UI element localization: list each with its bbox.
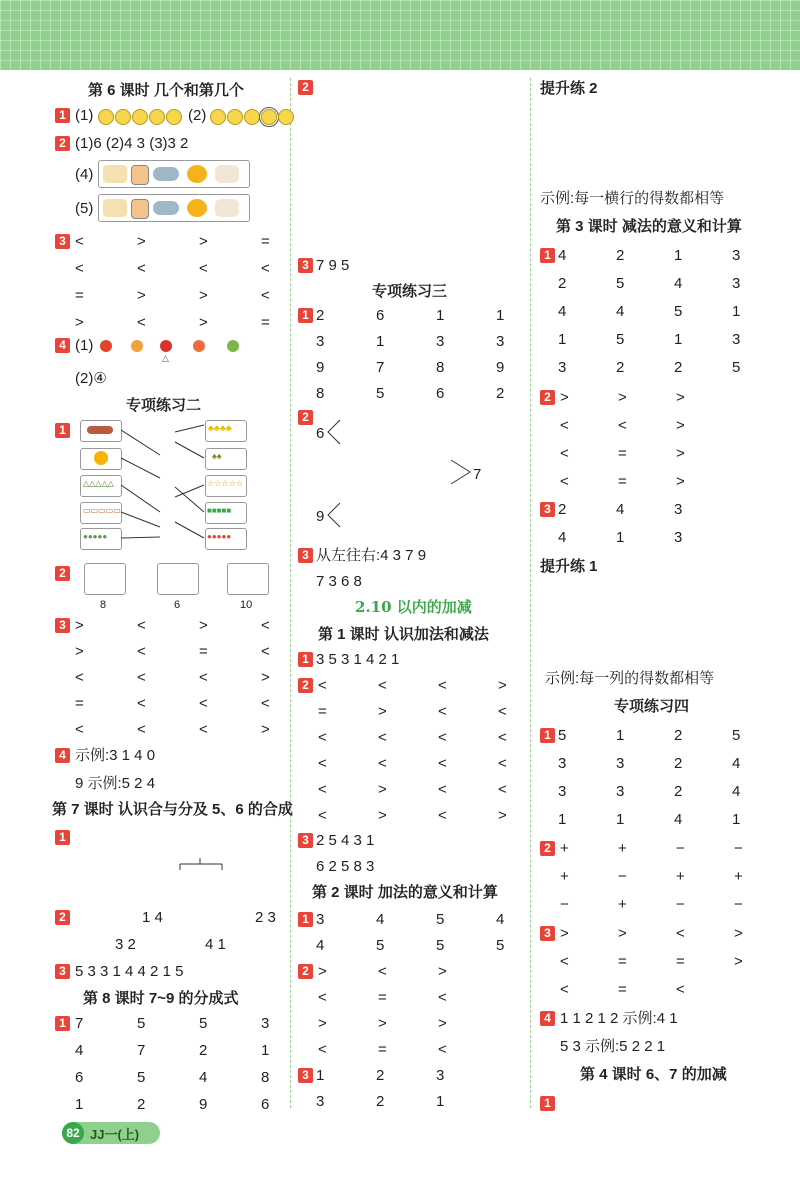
answer-number: 1 [376,333,385,350]
question-number-3: 3 [540,502,555,517]
answer-number: 1 [674,247,683,264]
question-number-2: 2 [298,80,313,95]
answer-number: 4 [558,247,567,264]
compare-sign: = [618,473,627,490]
compare-sign: > [199,617,208,634]
compare-sign: < [378,677,387,694]
compare-sign: = [261,233,270,250]
q1-part-a: (1) [75,107,94,124]
dots-label: 10 [240,599,253,611]
answer-number: 3 [732,331,741,348]
compare-sign: > [199,287,208,304]
compare-sign: = [75,695,84,712]
answer-number: 3 [436,333,445,350]
question-number-3: 3 [55,618,70,633]
answer-number: 2 [558,275,567,292]
answer-number: 4 [616,303,625,320]
l7-q2-line1: 1 4 [142,909,163,926]
compare-sign: < [261,260,270,277]
answer-number: 4 [496,911,505,928]
answer-number: 5 [137,1015,146,1032]
answer-number: 3 [316,911,325,928]
answer-number: 1 [558,811,567,828]
compare-sign: < [137,721,146,738]
answer-number: 4 [558,529,567,546]
compare-sign: < [676,925,685,942]
dots-label: 8 [100,599,107,611]
compare-sign: < [378,755,387,772]
compare-sign: = [618,445,627,462]
answer-number: 5 [376,385,385,402]
compare-sign: = [199,643,208,660]
compare-sign: > [75,314,84,331]
ex4-q4-line1: 1 1 2 1 2 示例:4 1 [560,1010,678,1027]
triangles-picture: △△△△△ [80,475,122,497]
question-number-3: 3 [298,1068,313,1083]
answer-number: 5 [436,937,445,954]
compare-sign: < [261,643,270,660]
compare-sign: < [75,233,84,250]
compare-sign: < [137,669,146,686]
operator-sign: + [560,840,569,857]
question-number-2: 2 [540,841,555,856]
compare-sign: < [75,669,84,686]
question-number-3: 3 [55,964,70,979]
compare-sign: < [318,755,327,772]
answer-number: 2 [616,359,625,376]
compare-sign: > [137,233,146,250]
q1-part-b: (2) [188,107,207,124]
answer-number: 2 [316,307,325,324]
l7-q2-line2b: 4 1 [205,936,226,953]
question-number-2: 2 [55,566,70,581]
operator-sign: − [734,840,743,857]
compare-sign: < [438,989,447,1006]
question-number-3: 3 [55,234,70,249]
answer-number: 1 [616,727,625,744]
ex4-q4-line2: 5 3 示例:5 2 2 1 [560,1038,666,1055]
compare-sign: = [261,314,270,331]
answer-number: 9 [199,1096,208,1113]
question-number-4: 4 [55,338,70,353]
answer-number: 3 [674,501,683,518]
question-number-4: 4 [540,1011,555,1026]
compare-sign: > [734,953,743,970]
answer-number: 2 [496,385,505,402]
compare-sign: > [438,1015,447,1032]
compare-sign: > [618,389,627,406]
compare-sign: < [560,417,569,434]
compare-sign: > [378,1015,387,1032]
compare-sign: < [261,287,270,304]
answer-number: 5 [732,727,741,744]
section-title: 2.10 以内的加减 [355,598,472,616]
answer-number: 7 [137,1042,146,1059]
operator-sign: + [618,840,627,857]
answer-number: 3 [316,1093,325,1110]
compare-sign: < [318,807,327,824]
answer-number: 3 [674,529,683,546]
answer-number: 1 [316,1067,325,1084]
answer-number: 4 [75,1042,84,1059]
split-label: 9 [316,508,325,525]
compare-sign: < [199,669,208,686]
compare-sign: < [318,677,327,694]
compare-sign: > [676,389,685,406]
lesson6-title: 第 6 课时 几个和第几个 [88,82,244,99]
answer-number: 5 [199,1015,208,1032]
compare-sign: < [137,617,146,634]
question-number-1: 1 [298,652,313,667]
compare-sign: < [498,729,507,746]
operator-sign: − [676,896,685,913]
answer-number: 5 [137,1069,146,1086]
compare-sign: = [618,981,627,998]
answer-number: 2 [674,359,683,376]
compare-sign: < [438,807,447,824]
compare-sign: < [438,729,447,746]
q2-line2: (4) [75,166,94,183]
operator-sign: − [618,868,627,885]
answer-number: 1 [558,331,567,348]
compare-sign: < [498,755,507,772]
answer-number: 6 [261,1096,270,1113]
compare-sign: < [261,617,270,634]
answer-number: 4 [376,911,385,928]
compare-sign: > [498,677,507,694]
c2-q3: 7 9 5 [316,257,350,274]
question-number-2: 2 [298,410,313,425]
split-label: 6 [316,425,325,442]
question-number-1: 1 [55,1016,70,1031]
page-number: 82 [62,1122,84,1144]
compare-sign: < [261,695,270,712]
compare-sign: > [676,417,685,434]
answer-number: 4 [732,783,741,800]
compare-sign: > [618,925,627,942]
lift1-note: 示例:每一横行的得数都相等 [540,190,725,207]
answer-number: 5 [376,937,385,954]
compare-sign: > [199,233,208,250]
question-number-1: 1 [55,423,70,438]
answer-number: 3 [558,359,567,376]
compare-sign: < [618,417,627,434]
lesson2-title: 第 2 课时 加法的意义和计算 [312,884,498,901]
q2-line3: (5) [75,200,94,217]
question-number-1: 1 [540,248,555,263]
compare-sign: < [318,989,327,1006]
lift-practice-title: 提升练 2 [540,80,598,97]
question-number-1: 1 [55,108,70,123]
compare-sign: < [438,1041,447,1058]
compare-sign: < [560,953,569,970]
lesson7-title: 第 7 课时 认识合与分及 5、6 的合成 [52,801,293,818]
operator-sign: + [560,868,569,885]
compare-sign: > [318,963,327,980]
compare-sign: > [560,389,569,406]
q4-part-a: (1) [75,337,94,354]
compare-sign: < [560,473,569,490]
exercise4-title: 专项练习四 [614,698,690,715]
compare-sign: = [318,703,327,720]
answer-number: 5 [496,937,505,954]
compare-sign: > [438,963,447,980]
answer-number: 9 [316,359,325,376]
question-number-3: 3 [298,258,313,273]
bananas-picture: ♣♣♣♣ [205,420,247,442]
compare-sign: < [75,721,84,738]
compare-sign: > [378,781,387,798]
exercise3-title: 专项练习三 [372,283,448,300]
compare-sign: > [199,314,208,331]
answer-number: 1 [616,811,625,828]
question-number-2: 2 [540,390,555,405]
answer-number: 1 [436,1093,445,1110]
answer-number: 5 [558,727,567,744]
compare-sign: > [734,925,743,942]
compare-sign: < [438,781,447,798]
triangle-marker-icon: △ [162,353,169,363]
compare-sign: < [378,729,387,746]
answer-number: 4 [316,937,325,954]
question-number-1: 1 [55,830,70,845]
compare-sign: < [438,703,447,720]
compare-sign: < [378,963,387,980]
answer-number: 3 [436,1067,445,1084]
compare-sign: < [676,981,685,998]
compare-sign: < [75,260,84,277]
answer-number: 4 [199,1069,208,1086]
answer-number: 5 [674,303,683,320]
compare-sign: = [75,287,84,304]
answer-number: 3 [616,755,625,772]
compare-sign: < [560,981,569,998]
q2-line1: (1)6 (2)4 3 (3)3 2 [75,135,189,152]
lesson4-title: 第 4 课时 6、7 的加减 [580,1066,727,1083]
answer-number: 6 [75,1069,84,1086]
answer-number: 2 [674,755,683,772]
lesson1-title: 第 1 课时 认识加法和减法 [318,626,489,643]
compare-sign: = [618,953,627,970]
question-number-2: 2 [55,910,70,925]
compare-sign: = [676,953,685,970]
answer-number: 4 [674,275,683,292]
compare-sign: > [261,721,270,738]
answer-number: 5 [616,331,625,348]
answer-number: 3 [261,1015,270,1032]
compare-sign: = [378,1041,387,1058]
l1-q1: 3 5 3 1 4 2 1 [316,651,400,668]
answer-number: 4 [616,501,625,518]
answer-number: 2 [674,783,683,800]
operator-sign: − [734,896,743,913]
l7-q3: 5 3 3 1 4 4 2 1 5 [75,963,184,980]
ex2-q4-line1: 示例:3 1 4 0 [75,747,156,764]
compare-sign: < [318,1041,327,1058]
operator-sign: + [734,868,743,885]
lift2-note: 示例:每一列的得数都相等 [545,670,715,687]
lift-practice-title: 提升练 1 [540,558,598,575]
question-number-3: 3 [540,926,555,941]
compare-sign: > [378,807,387,824]
l1-q3-line2: 6 2 5 8 3 [316,858,375,875]
ex3-q3-line2: 7 3 6 8 [316,573,362,590]
answer-number: 7 [75,1015,84,1032]
answer-number: 1 [496,307,505,324]
answer-number: 1 [75,1096,84,1113]
question-number-1: 1 [540,1096,555,1111]
compare-sign: < [438,755,447,772]
answer-number: 1 [674,331,683,348]
compare-sign: > [498,807,507,824]
stars-picture: ☆☆☆☆☆ [205,475,247,497]
answer-number: 6 [376,307,385,324]
answer-number: 7 [376,359,385,376]
answer-number: 1 [732,303,741,320]
exercise2-title: 专项练习二 [126,397,202,414]
lesson3-title: 第 3 课时 减法的意义和计算 [556,218,742,235]
l7-q2-line1b: 2 3 [255,909,276,926]
answer-number: 3 [616,783,625,800]
compare-sign: < [199,260,208,277]
answer-number: 2 [376,1093,385,1110]
answer-number: 6 [436,385,445,402]
answer-number: 3 [316,333,325,350]
compare-sign: < [137,314,146,331]
answer-number: 4 [558,303,567,320]
answer-number: 1 [436,307,445,324]
operator-sign: − [560,896,569,913]
answer-number: 2 [137,1096,146,1113]
question-number-4: 4 [55,748,70,763]
compare-sign: = [378,989,387,1006]
answer-number: 2 [199,1042,208,1059]
question-number-1: 1 [540,728,555,743]
compare-sign: > [75,617,84,634]
compare-sign: > [261,669,270,686]
question-number-1: 1 [298,912,313,927]
compare-sign: < [438,677,447,694]
answer-number: 5 [436,911,445,928]
operator-sign: − [676,840,685,857]
answer-number: 3 [496,333,505,350]
answer-number: 2 [376,1067,385,1084]
split-label: 7 [473,466,482,483]
answer-number: 1 [261,1042,270,1059]
ex2-q4-line2: 9 示例:5 2 4 [75,775,156,792]
circles-picture: ●●●●● [80,528,122,550]
picture-box: ▭▭▭▭▭ [80,502,122,524]
operator-sign: + [618,896,627,913]
dots-label: 6 [174,599,181,611]
question-number-3: 3 [298,548,313,563]
footer-label: JJ一(上) [90,1127,140,1142]
question-number-2: 2 [55,136,70,151]
compare-sign: > [378,703,387,720]
compare-sign: < [560,445,569,462]
question-number-2: 2 [298,678,313,693]
question-number-3: 3 [298,833,313,848]
answer-number: 2 [616,247,625,264]
compare-sign: < [318,781,327,798]
answer-number: 3 [732,275,741,292]
operator-sign: + [676,868,685,885]
compare-sign: < [318,729,327,746]
compare-sign: > [318,1015,327,1032]
compare-sign: > [137,287,146,304]
question-number-2: 2 [298,964,313,979]
lesson8-title: 第 8 课时 7~9 的分成式 [83,990,239,1007]
answer-number: 2 [558,501,567,518]
answer-number: 2 [674,727,683,744]
answer-number: 4 [732,755,741,772]
answer-number: 3 [558,755,567,772]
compare-sign: > [560,925,569,942]
compare-sign: > [75,643,84,660]
compare-sign: < [498,703,507,720]
answer-number: 5 [616,275,625,292]
answer-number: 8 [261,1069,270,1086]
answer-number: 3 [558,783,567,800]
answer-number: 5 [732,359,741,376]
apples-picture: ●●●●● [205,528,247,550]
l1-q3-line1: 2 5 4 3 1 [316,832,375,849]
compare-sign: > [676,473,685,490]
compare-sign: < [199,721,208,738]
ex3-q3-line1: 从左往右:4 3 7 9 [316,547,427,564]
answer-number: 3 [732,247,741,264]
answer-number: 8 [316,385,325,402]
compare-sign: < [137,643,146,660]
compare-sign: < [498,781,507,798]
q4-part-b: (2)④ [75,370,107,387]
answer-number: 1 [732,811,741,828]
answer-number: 9 [496,359,505,376]
pineapples-picture: ♠♠ [205,448,247,470]
answer-number: 8 [436,359,445,376]
l7-q2-line2: 3 2 [115,936,136,953]
compare-sign: < [137,260,146,277]
answer-number: 1 [616,529,625,546]
answer-number: 4 [674,811,683,828]
compare-sign: > [676,445,685,462]
compare-sign: < [199,695,208,712]
compare-sign: < [137,695,146,712]
green-squares-picture: ■■■■■ [205,502,247,524]
question-number-1: 1 [298,308,313,323]
